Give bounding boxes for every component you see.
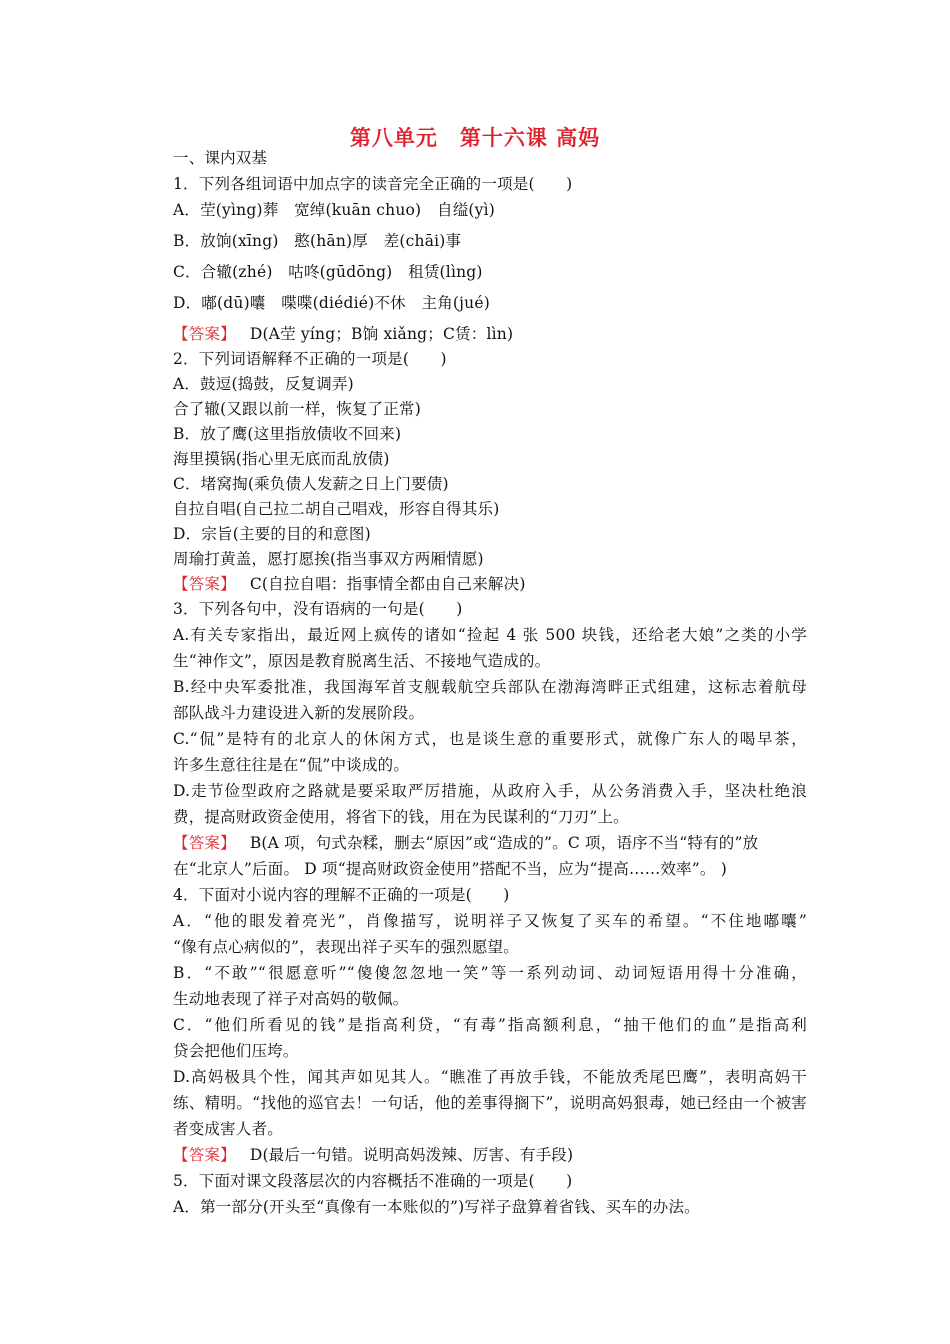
q3-option-c-2: 许多生意往往是在“侃”中谈成的。 (173, 756, 410, 774)
q4-option-c-2: 贷会把他们压垮。 (173, 1042, 299, 1060)
answer-text: B(A 项，句式杂糅，删去“原因”或“造成的”。C 项，语序不当“特有的”放 (249, 834, 759, 852)
q1-option-b: B．放饷(xīng) 憨(hān)厚 差(chāi)事 (173, 232, 462, 250)
q2-option-c: C．堵窝掏(乘负债人发薪之日上门要债) (173, 475, 449, 493)
q4-answer (173, 1145, 573, 1165)
q4-option-a: A．“他的眼发着亮光”，肖像描写，说明祥子又恢复了买车的希望。“不住地嘟囔” (173, 912, 807, 930)
answer-text: D(A茔 yíng；B饷 xiǎng；C赁：lìn) (249, 325, 514, 343)
q4-option-a-2: “像有点心病似的”，表现出祥子买车的强烈愿望。 (173, 938, 519, 956)
q4-option-d-2: 练、精明。“找他的巡官去！一句话，他的差事得搁下”，说明高妈狠毒，她已经由一个被害 (173, 1094, 807, 1112)
q2-option-b-2: 海里摸锅(指心里无底而乱放债) (173, 450, 390, 468)
page-title: 第八单元 第十六课 高妈 (349, 126, 601, 150)
q1-option-c: C．合辙(zhé) 咕咚(gūdōng) 租赁(lìng) (173, 263, 483, 281)
answer-text: D(最后一句错。说明高妈泼辣、厉害、有手段) (249, 1146, 574, 1164)
q3-option-a: A.有关专家指出，最近网上疯传的诸如“捡起 4 张 500 块钱，还给老大娘”之类的小学 (173, 626, 807, 644)
question-1: 1．下列各组词语中加点字的读音完全正确的一项是( ) (173, 175, 573, 193)
q4-option-d: D.高妈极具个性，闻其声如见其人。“瞧准了再放手钱，不能放秃尾巴鹰”，表明高妈干 (173, 1068, 807, 1086)
answer-text: C(自拉自唱：指事情全都由自己来解决) (249, 575, 526, 593)
question-3: 3．下列各句中，没有语病的一句是( ) (173, 600, 463, 618)
q4-option-b: B．“不敢”“很愿意听”“傻傻忽忽地一笑”等一系列动词、动词短语用得十分准确， (173, 964, 807, 982)
q2-option-d: D．宗旨(主要的目的和意图) (173, 525, 371, 543)
q4-option-c: C．“他们所看见的钱”是指高利贷，“有毒”指高额利息，“抽干他们的血”是指高利 (173, 1016, 807, 1034)
q2-option-a: A．鼓逗(捣鼓，反复调弄) (173, 375, 354, 393)
q4-option-b-2: 生动地表现了祥子对高妈的敬佩。 (173, 990, 409, 1008)
q3-answer (173, 833, 758, 853)
q3-option-d: D.走节俭型政府之路就是要采取严厉措施，从政府入手，从公务消费入手，坚决杜绝浪 (173, 782, 807, 800)
q1-option-d: D．嘟(dū)囔 喋喋(diédié)不休 主角(jué) (173, 294, 490, 312)
q3-option-a-2: 生“神作文”，原因是教育脱离生活、不接地气造成的。 (173, 652, 551, 670)
q3-option-d-2: 费，提高财政资金使用，将省下的钱，用在为民谋利的“刀刃”上。 (173, 808, 629, 826)
q5-option-a: A．第一部分(开头至“真像有一本账似的”)写祥子盘算着省钱、买车的办法。 (173, 1198, 700, 1216)
q1-answer (173, 324, 513, 344)
question-5: 5．下面对课文段落层次的内容概括不准确的一项是( ) (173, 1172, 573, 1190)
q2-answer (173, 574, 526, 594)
q3-answer-2: 在“北京人”后面。 D 项“提高财政资金使用”搭配不当，应为“提高……效率”。 ) (173, 860, 728, 878)
question-2: 2．下列词语解释不正确的一项是( ) (173, 350, 447, 368)
q3-option-b-2: 部队战斗力建设进入新的发展阶段。 (173, 704, 425, 722)
answer-label: 【答案】 (173, 325, 236, 343)
q2-option-c-2: 自拉自唱(自己拉二胡自己唱戏，形容自得其乐) (173, 500, 500, 518)
answer-label: 【答案】 (173, 834, 236, 852)
q2-option-a-2: 合了辙(又跟以前一样，恢复了正常) (173, 400, 421, 418)
q2-option-d-2: 周瑜打黄盖，愿打愿挨(指当事双方两厢情愿) (173, 550, 484, 568)
question-4: 4．下面对小说内容的理解不正确的一项是( ) (173, 886, 510, 904)
q3-option-b: B.经中央军委批准，我国海军首支舰载航空兵部队在渤海湾畔正式组建，这标志着航母 (173, 678, 807, 696)
q3-option-c: C.“侃”是特有的北京人的休闲方式，也是谈生意的重要形式，就像广东人的喝早茶， (173, 730, 807, 748)
q2-option-b: B．放了鹰(这里指放债收不回来) (173, 425, 402, 443)
answer-label: 【答案】 (173, 575, 236, 593)
q4-option-d-3: 者变成害人者。 (173, 1120, 283, 1138)
q1-option-a: A．茔(yìng)葬 宽绰(kuān chuo) 自缢(yì) (173, 201, 496, 219)
answer-label: 【答案】 (173, 1146, 236, 1164)
section-heading: 一、课内双基 (173, 149, 268, 167)
